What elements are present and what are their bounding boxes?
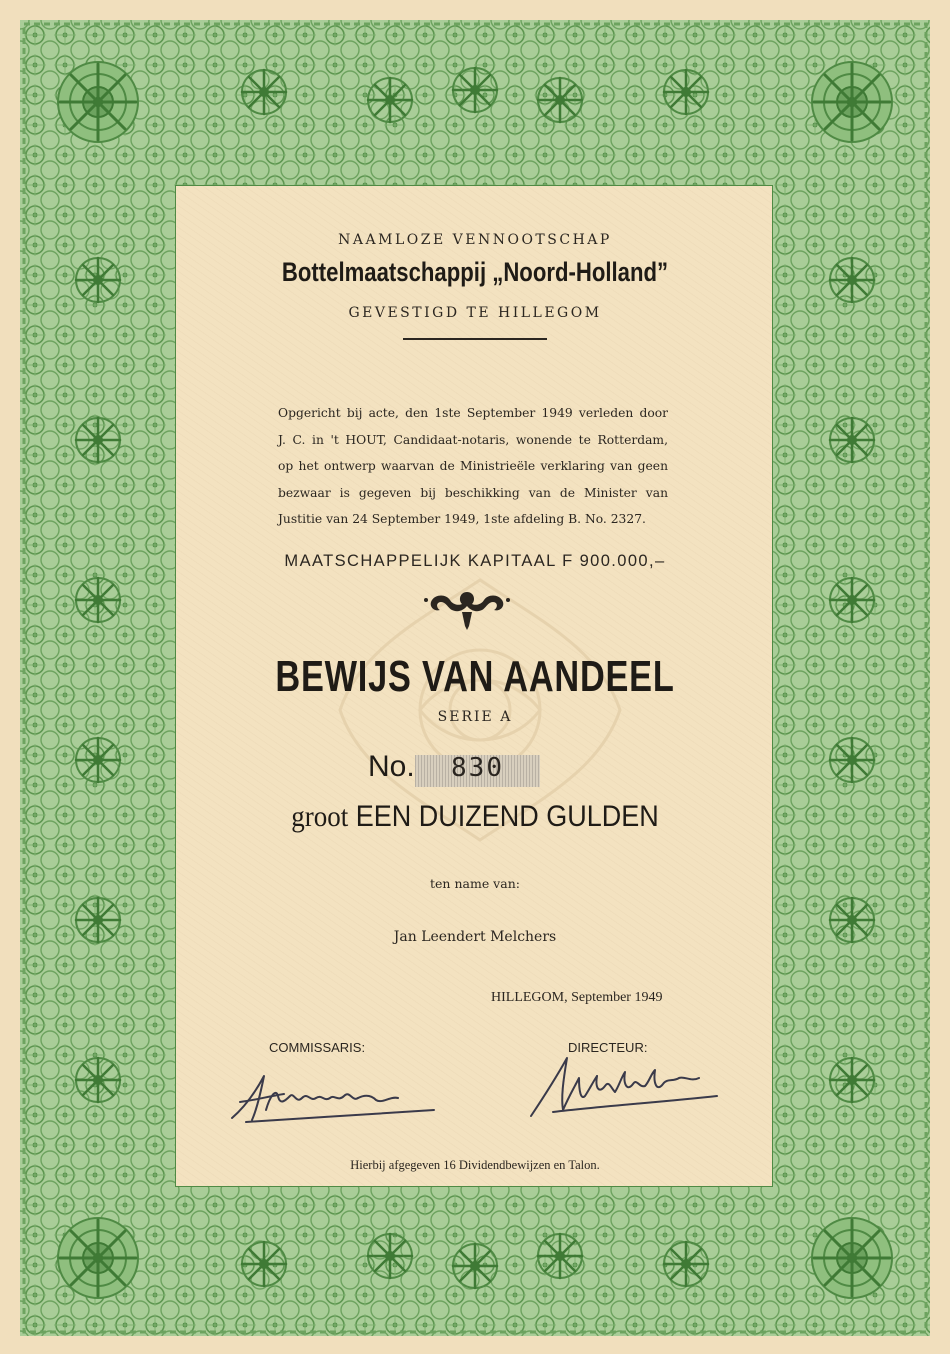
authorized-capital: MAATSCHAPPELIJK KAPITAAL F 900.000,– (284, 552, 666, 570)
founding-text (278, 400, 668, 533)
founding-line: J. C. in 't HOUT, Candidaat-notaris, wonende te Rotterdam, (278, 432, 668, 447)
founding-line: Opgericht bij acte, den 1ste September 1949 verleden door (278, 406, 668, 420)
founding-line: bezwaar is gegeven bij beschikking van de Minister van (278, 485, 668, 500)
number-label: No. (368, 750, 415, 783)
directeur-label: DIRECTEUR: (568, 1040, 648, 1055)
company-type: NAAMLOZE VENNOOTSCHAP (338, 232, 612, 248)
dividend-coupons-note: Hierbij afgegeven 16 Dividendbewijzen en Talon. (350, 1158, 600, 1172)
commissaris-signature (226, 1066, 438, 1126)
amount-prefix: groot (291, 800, 349, 833)
number-value: 830 (451, 753, 504, 783)
title-divider (403, 338, 547, 340)
scroll-ornament (422, 586, 512, 634)
founding-line: Justitie van 24 September 1949, 1ste afdeling B. No. 2327. (278, 512, 646, 526)
holder-name: Jan Leendert Melchers (393, 929, 557, 945)
place-and-date: HILLEGOM, September 1949 (491, 990, 663, 1005)
holder-label: ten name van: (430, 876, 520, 891)
commissaris-label: COMMISSARIS: (269, 1040, 366, 1055)
share-amount (48, 800, 903, 834)
certificate-number (368, 750, 548, 790)
company-seat: GEVESTIGD TE HILLEGOM (348, 305, 602, 321)
certificate-title: BEWIJS VAN AANDEEL (275, 652, 675, 701)
directeur-signature (523, 1048, 723, 1123)
founding-line: op het ontwerp waarvan de Ministrieële verklaring van geen (278, 459, 668, 473)
amount-value: EEN DUIZEND GULDEN (355, 800, 659, 833)
series-label: SERIE A (437, 709, 513, 725)
company-name: Bottelmaatschappij „Noord-Holland” (281, 257, 669, 287)
